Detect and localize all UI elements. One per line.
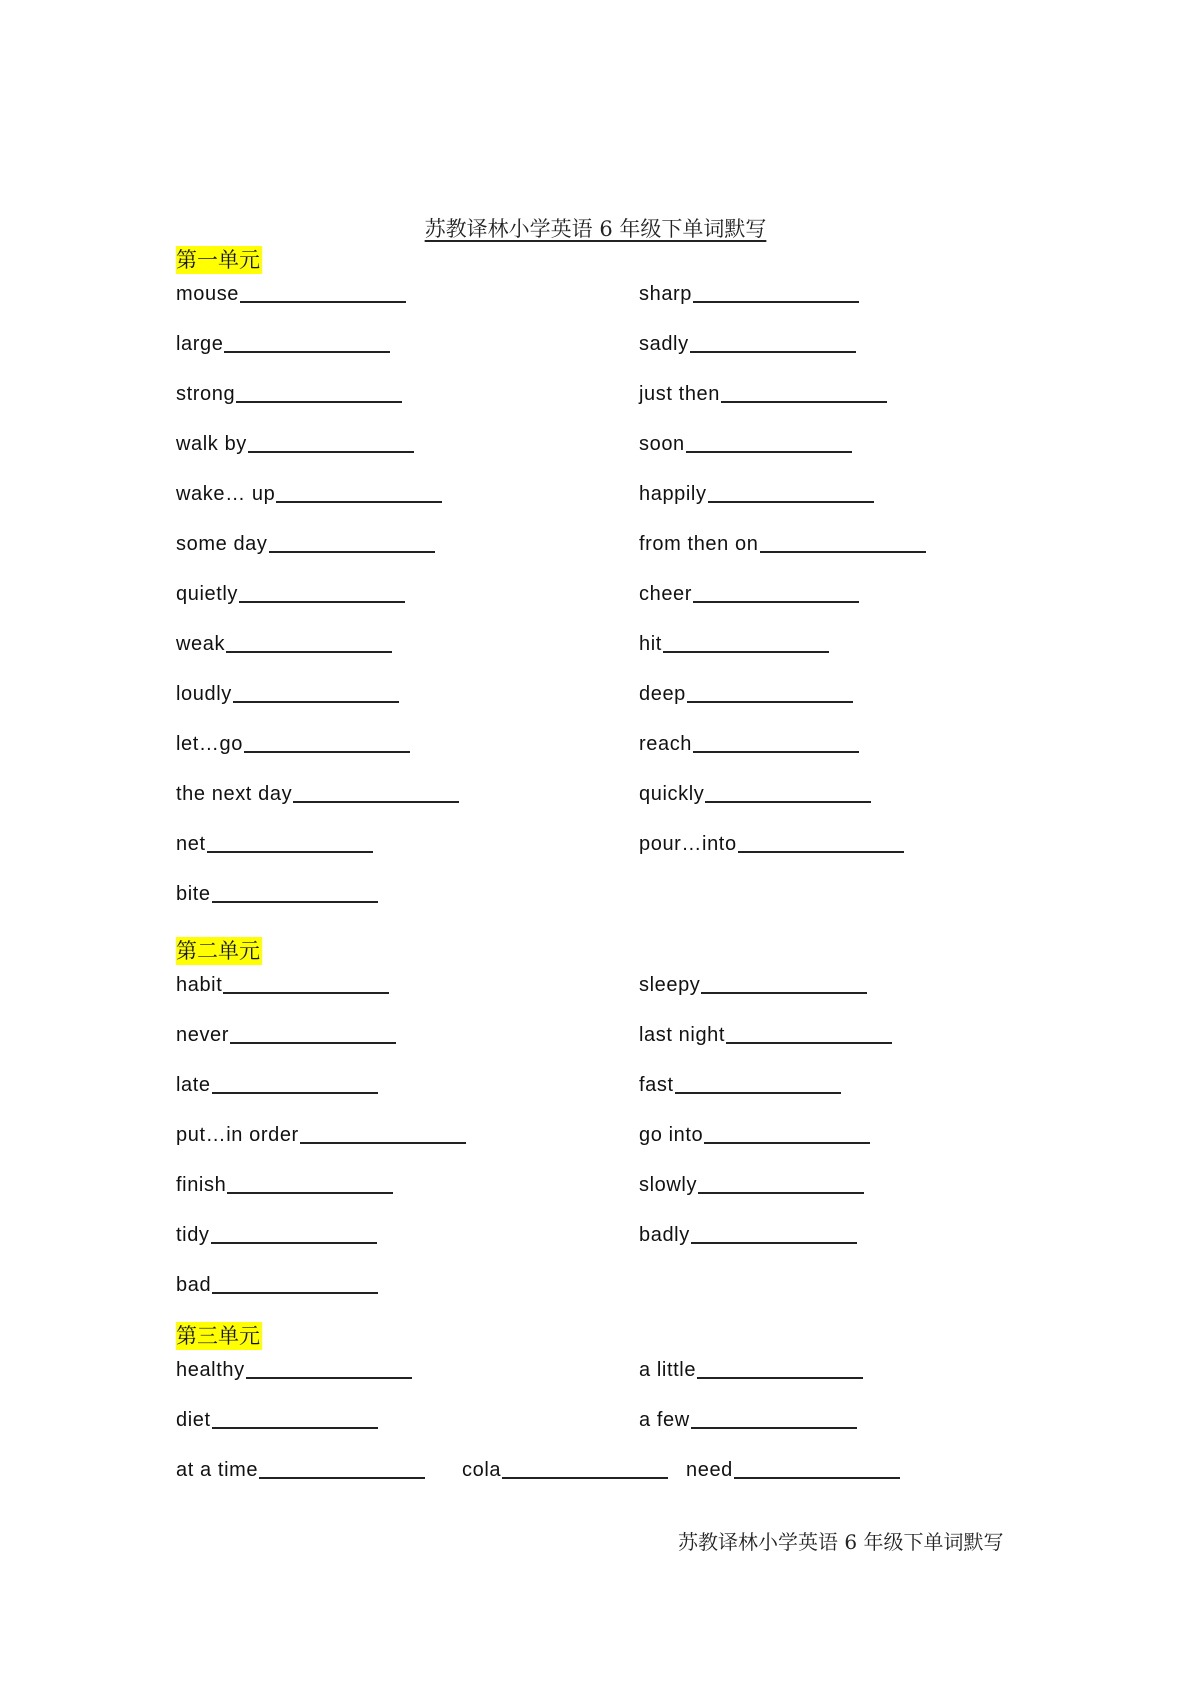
vocab-item: [176, 1223, 377, 1247]
vocab-item: [639, 1223, 857, 1247]
answer-blank-line[interactable]: [708, 501, 874, 503]
vocab-word: hit: [639, 633, 662, 655]
vocab-item: [639, 1358, 863, 1382]
vocab-word: wake… up: [176, 483, 276, 505]
answer-blank-line[interactable]: [687, 701, 853, 703]
vocab-item: [639, 682, 853, 706]
answer-blank-line[interactable]: [236, 401, 402, 403]
answer-blank-line[interactable]: [690, 351, 856, 353]
vocab-item: [176, 832, 373, 856]
vocab-item: [639, 432, 852, 456]
vocab-item: [639, 1408, 857, 1432]
answer-blank-line[interactable]: [691, 1242, 857, 1244]
vocab-item: [639, 332, 856, 356]
answer-blank-line[interactable]: [248, 451, 414, 453]
answer-blank-line[interactable]: [693, 601, 859, 603]
answer-blank-line[interactable]: [207, 851, 373, 853]
vocab-word: sadly: [639, 333, 689, 355]
answer-blank-line[interactable]: [293, 801, 459, 803]
vocab-item: [639, 732, 859, 756]
vocab-word: weak: [176, 633, 226, 655]
answer-blank-line[interactable]: [212, 1292, 378, 1294]
answer-blank-line[interactable]: [212, 901, 378, 903]
answer-blank-line[interactable]: [691, 1427, 857, 1429]
vocab-word: quickly: [639, 783, 705, 805]
vocab-item: [176, 882, 378, 906]
document-title: [0, 213, 1191, 243]
vocab-item: [176, 432, 414, 456]
answer-blank-line[interactable]: [226, 651, 392, 653]
vocab-word: cola: [462, 1459, 502, 1481]
answer-blank-line[interactable]: [705, 801, 871, 803]
vocab-word: happily: [639, 483, 707, 505]
vocab-word: bad: [176, 1274, 212, 1296]
answer-blank-line[interactable]: [701, 992, 867, 994]
vocab-item: [176, 973, 389, 997]
vocab-item: [176, 732, 410, 756]
vocab-item: [176, 1273, 378, 1297]
vocab-item: [686, 1458, 900, 1482]
answer-blank-line[interactable]: [259, 1477, 425, 1479]
answer-blank-line[interactable]: [230, 1042, 396, 1044]
answer-blank-line[interactable]: [240, 301, 406, 303]
vocab-word: bite: [176, 883, 211, 905]
vocab-word: go into: [639, 1124, 704, 1146]
vocab-word: soon: [639, 433, 685, 455]
answer-blank-line[interactable]: [693, 751, 859, 753]
vocab-item: [639, 1073, 841, 1097]
vocab-item: [639, 782, 871, 806]
answer-blank-line[interactable]: [233, 701, 399, 703]
vocab-item: [639, 532, 926, 556]
answer-blank-line[interactable]: [300, 1142, 466, 1144]
vocab-item: [639, 382, 887, 406]
vocab-item: [639, 1023, 892, 1047]
vocab-item: [176, 682, 399, 706]
vocab-item: [462, 1458, 668, 1482]
vocab-item: [176, 1023, 396, 1047]
answer-blank-line[interactable]: [239, 601, 405, 603]
answer-blank-line[interactable]: [738, 851, 904, 853]
vocab-item: [639, 482, 874, 506]
vocab-word: habit: [176, 974, 223, 996]
vocab-word: at a time: [176, 1459, 259, 1481]
answer-blank-line[interactable]: [211, 1242, 377, 1244]
answer-blank-line[interactable]: [276, 501, 442, 503]
vocab-word: last night: [639, 1024, 726, 1046]
vocab-word: quietly: [176, 583, 239, 605]
answer-blank-line[interactable]: [244, 751, 410, 753]
vocab-item: [176, 1123, 466, 1147]
vocab-item: [639, 1173, 864, 1197]
vocab-word: tidy: [176, 1224, 210, 1246]
vocab-word: diet: [176, 1409, 211, 1431]
answer-blank-line[interactable]: [734, 1477, 900, 1479]
vocab-word: mouse: [176, 283, 240, 305]
answer-blank-line[interactable]: [697, 1377, 863, 1379]
answer-blank-line[interactable]: [663, 651, 829, 653]
unit-heading: 第三单元: [176, 1324, 260, 1348]
vocab-item: [176, 1408, 378, 1432]
vocab-word: let…go: [176, 733, 243, 755]
vocab-word: deep: [639, 683, 686, 705]
vocab-item: [639, 832, 904, 856]
vocab-item: [639, 1123, 870, 1147]
vocab-item: [176, 482, 442, 506]
vocab-item: [176, 1458, 425, 1482]
answer-blank-line[interactable]: [721, 401, 887, 403]
vocab-word: a few: [639, 1409, 690, 1431]
answer-blank-line[interactable]: [693, 301, 859, 303]
vocab-word: fast: [639, 1074, 674, 1096]
vocab-item: [176, 382, 402, 406]
vocab-word: reach: [639, 733, 693, 755]
vocab-word: large: [176, 333, 224, 355]
unit-heading: 第一单元: [176, 248, 260, 272]
vocab-item: [639, 282, 859, 306]
answer-blank-line[interactable]: [224, 351, 390, 353]
page-footer: 苏教译林小学英语 6 年级下单词默写: [678, 1530, 1004, 1554]
vocab-word: the next day: [176, 783, 293, 805]
vocab-word: loudly: [176, 683, 232, 705]
document-title-text: 苏教译林小学英语 6 年级下单词默写: [424, 217, 767, 241]
vocab-word: some day: [176, 533, 268, 555]
vocab-item: [176, 582, 405, 606]
answer-blank-line[interactable]: [212, 1092, 378, 1094]
vocab-word: finish: [176, 1174, 227, 1196]
vocab-item: [176, 632, 392, 656]
vocab-word: late: [176, 1074, 211, 1096]
vocab-item: [176, 532, 435, 556]
vocab-item: [176, 282, 406, 306]
vocab-item: [176, 332, 390, 356]
vocab-word: put…in order: [176, 1124, 299, 1146]
unit-heading: 第二单元: [176, 939, 260, 963]
answer-blank-line[interactable]: [212, 1427, 378, 1429]
vocab-word: sleepy: [639, 974, 701, 996]
answer-blank-line[interactable]: [686, 451, 852, 453]
vocab-word: cheer: [639, 583, 693, 605]
answer-blank-line[interactable]: [269, 551, 435, 553]
vocab-item: [176, 782, 459, 806]
vocab-word: strong: [176, 383, 236, 405]
vocab-word: pour…into: [639, 833, 737, 855]
vocab-word: a little: [639, 1359, 697, 1381]
vocab-item: [639, 973, 867, 997]
vocab-item: [176, 1358, 412, 1382]
vocab-word: need: [686, 1459, 733, 1481]
vocab-item: [639, 632, 829, 656]
answer-blank-line[interactable]: [246, 1377, 412, 1379]
vocab-word: just then: [639, 383, 721, 405]
answer-blank-line[interactable]: [227, 1192, 393, 1194]
answer-blank-line[interactable]: [726, 1042, 892, 1044]
answer-blank-line[interactable]: [675, 1092, 841, 1094]
vocab-word: never: [176, 1024, 230, 1046]
answer-blank-line[interactable]: [502, 1477, 668, 1479]
answer-blank-line[interactable]: [698, 1192, 864, 1194]
vocab-word: net: [176, 833, 206, 855]
vocab-word: sharp: [639, 283, 693, 305]
vocab-word: from then on: [639, 533, 759, 555]
vocab-item: [639, 582, 859, 606]
vocab-word: slowly: [639, 1174, 698, 1196]
vocab-word: badly: [639, 1224, 690, 1246]
answer-blank-line[interactable]: [223, 992, 389, 994]
vocab-word: walk by: [176, 433, 247, 455]
vocab-word: healthy: [176, 1359, 245, 1381]
answer-blank-line[interactable]: [704, 1142, 870, 1144]
vocab-item: [176, 1173, 393, 1197]
vocab-item: [176, 1073, 378, 1097]
answer-blank-line[interactable]: [760, 551, 926, 553]
